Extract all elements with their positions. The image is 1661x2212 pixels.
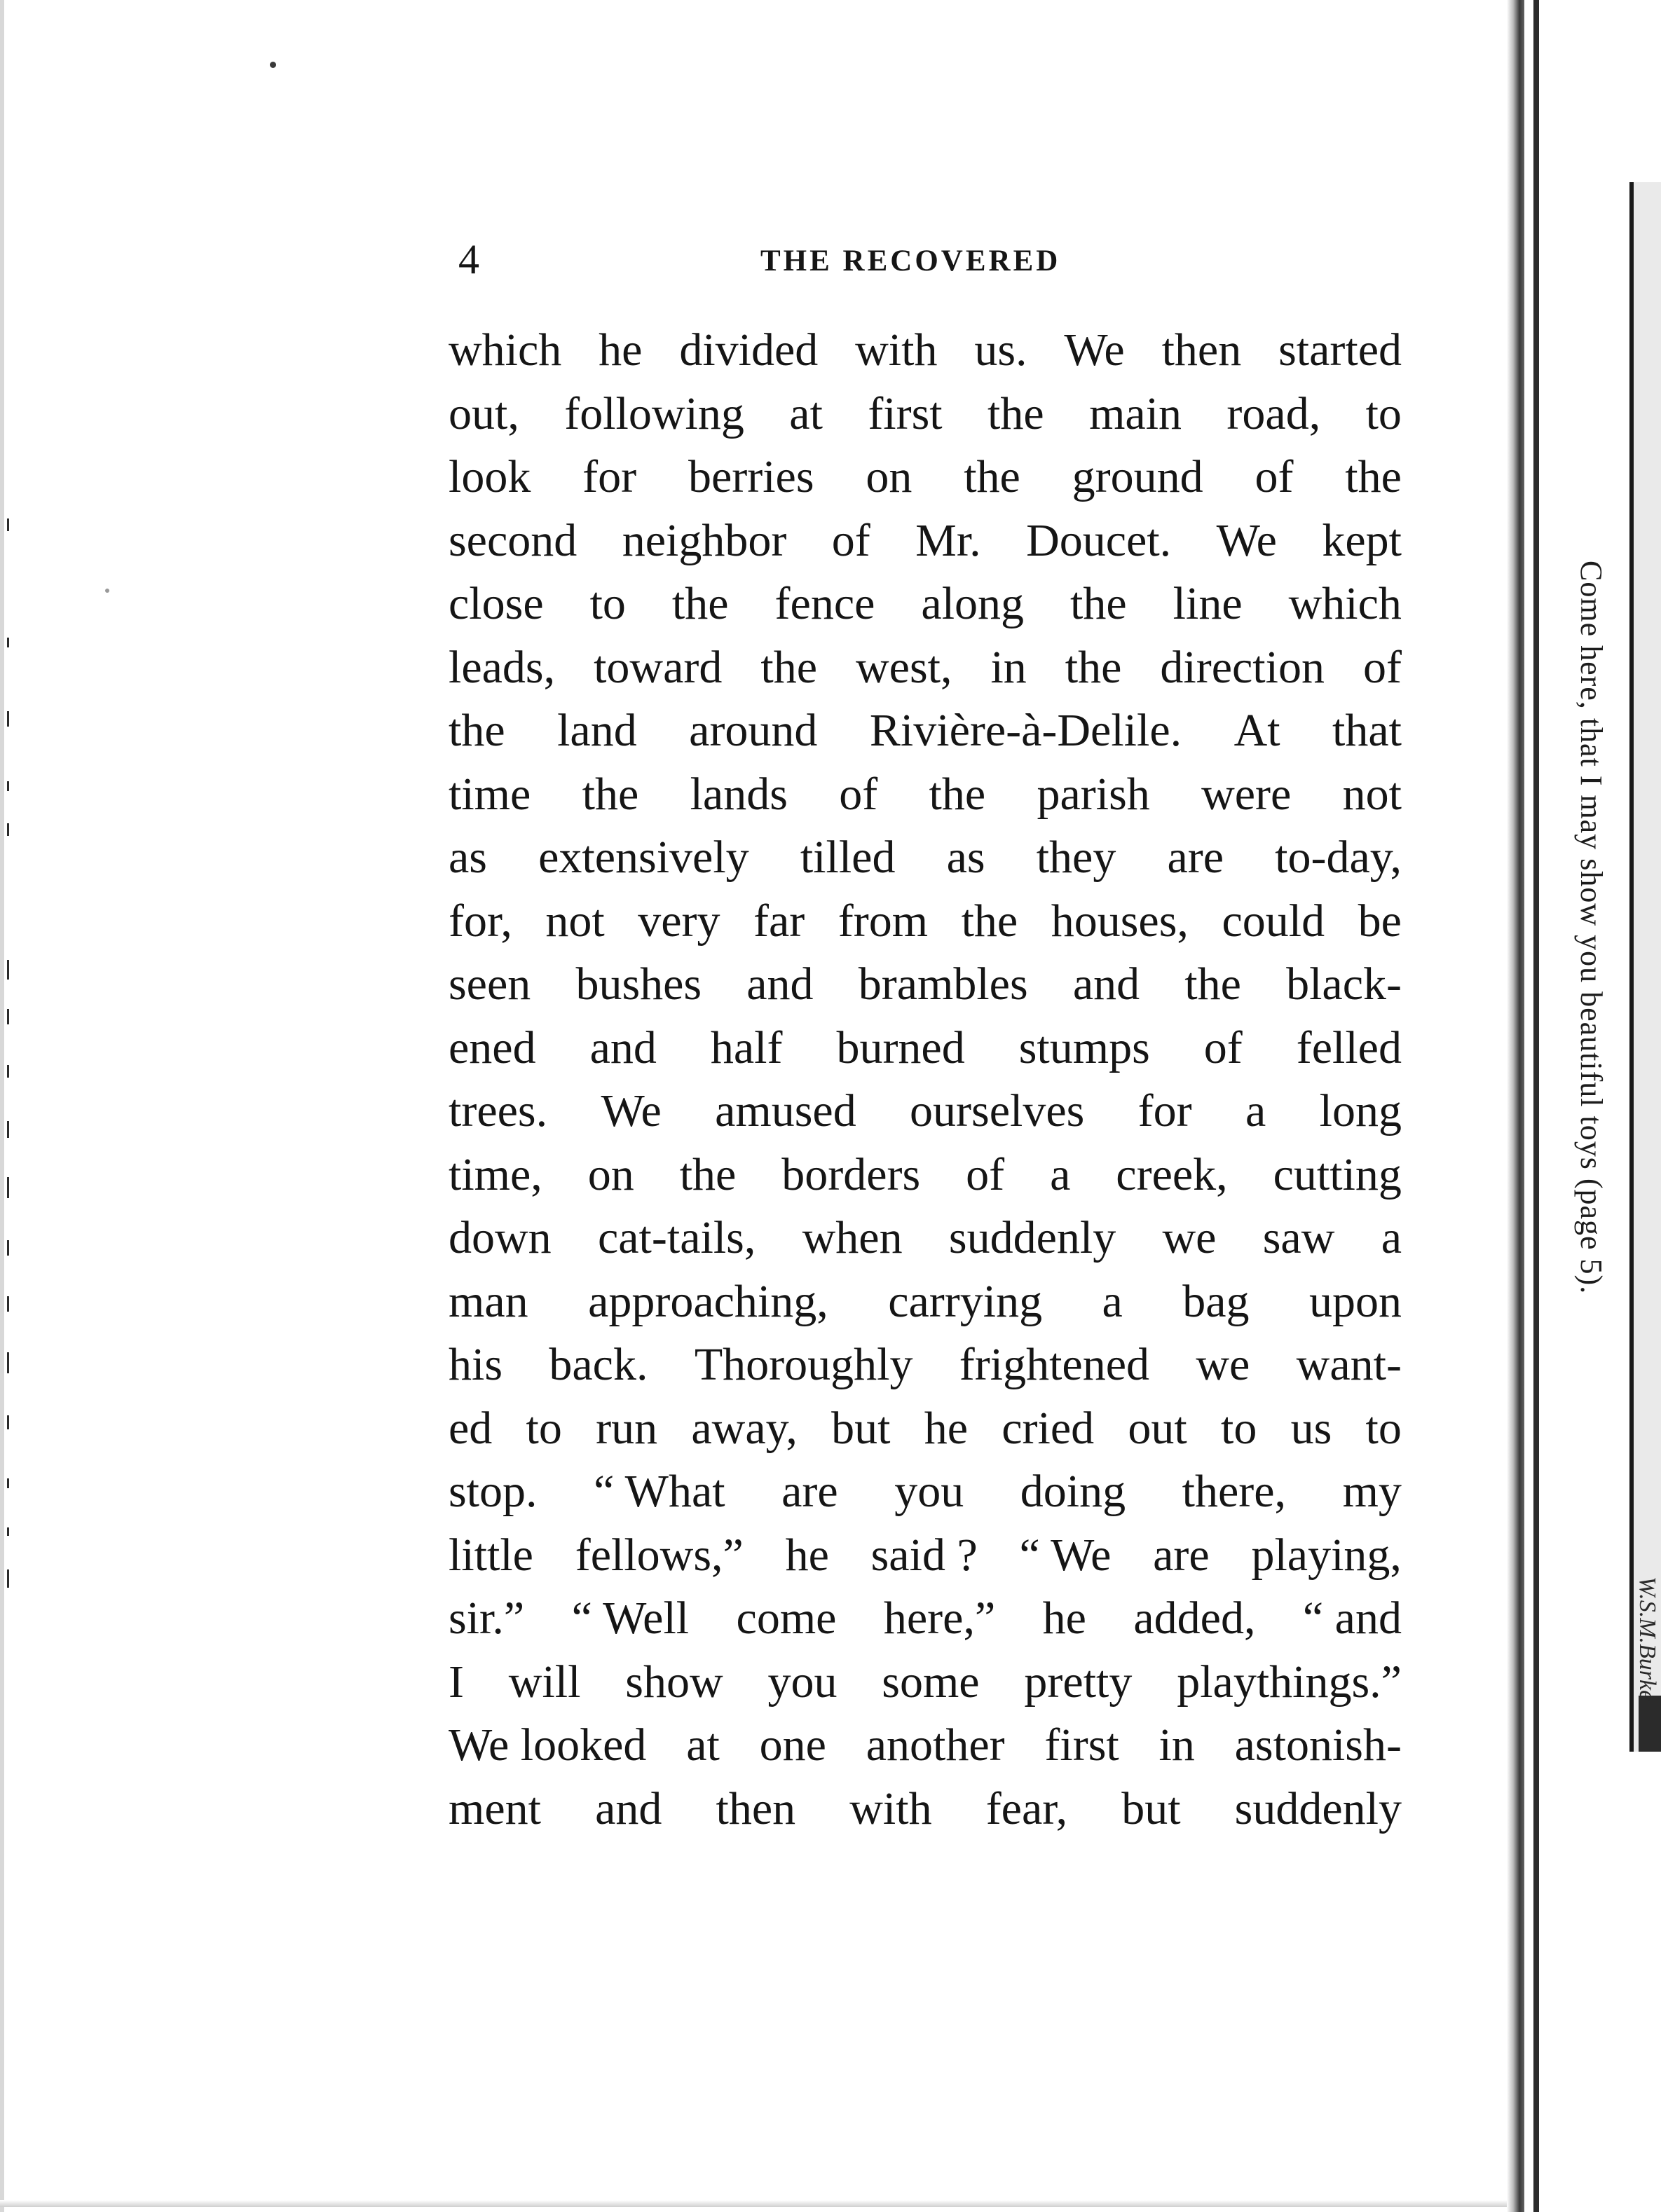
- word: amused: [715, 1085, 856, 1136]
- word: and: [589, 1022, 657, 1073]
- word: creek,: [1116, 1148, 1228, 1200]
- word: out: [1128, 1402, 1187, 1454]
- word: extensively: [538, 832, 749, 883]
- word: of: [839, 768, 878, 820]
- word: with: [855, 324, 938, 376]
- word: cat-tails,: [597, 1212, 756, 1263]
- word: lands: [690, 768, 788, 820]
- word: ment: [449, 1782, 541, 1834]
- word: I: [449, 1656, 464, 1708]
- word: Doucet.: [1026, 514, 1172, 566]
- text-line: [449, 1651, 1402, 1715]
- page-bottom-edge: [0, 2200, 1507, 2207]
- word: to-day,: [1275, 832, 1402, 883]
- word: “ Well: [571, 1593, 690, 1644]
- word: cried: [1002, 1402, 1095, 1454]
- word: away,: [691, 1402, 798, 1454]
- word: the: [964, 451, 1020, 502]
- word: another: [866, 1719, 1005, 1771]
- word: borders: [781, 1148, 921, 1200]
- word: astonish-: [1234, 1719, 1402, 1771]
- word: playing,: [1251, 1529, 1402, 1581]
- word: of: [1362, 641, 1402, 693]
- text-line: [449, 890, 1402, 954]
- word: from: [838, 895, 929, 947]
- word: the: [987, 387, 1044, 439]
- word: said ?: [870, 1529, 978, 1581]
- word: main: [1089, 387, 1182, 439]
- text-line: [449, 1207, 1402, 1270]
- word: one: [759, 1719, 826, 1771]
- word: fence: [774, 578, 875, 629]
- word: direction: [1160, 641, 1325, 693]
- word: will: [508, 1656, 581, 1708]
- word: far: [753, 895, 805, 947]
- page-number: 4: [458, 236, 479, 282]
- word: upon: [1308, 1275, 1402, 1327]
- word: he: [924, 1402, 968, 1454]
- word: and: [746, 959, 814, 1010]
- word: to: [1365, 387, 1402, 439]
- word: are: [1167, 832, 1224, 883]
- word: stop.: [449, 1466, 538, 1517]
- text-line: [449, 1397, 1402, 1461]
- binding-line: [1533, 0, 1539, 2212]
- word: back.: [549, 1339, 648, 1390]
- text-line: [449, 1587, 1402, 1651]
- word: first: [1044, 1719, 1119, 1771]
- word: you: [894, 1466, 964, 1517]
- word: are: [781, 1466, 838, 1517]
- plate-caption: Come here, that I may show you beautiful toys (page 5).: [1574, 561, 1608, 1295]
- word: very: [638, 895, 720, 947]
- word: to: [1365, 1402, 1402, 1454]
- word: in: [1158, 1719, 1195, 1771]
- word: time: [449, 768, 531, 820]
- word: “ We: [1019, 1529, 1112, 1581]
- word: ground: [1072, 451, 1203, 502]
- word: for: [582, 451, 637, 502]
- word: at: [686, 1719, 720, 1771]
- word: they: [1036, 832, 1116, 883]
- text-line: [449, 1460, 1402, 1524]
- body-text: [449, 319, 1402, 1841]
- word: We: [601, 1085, 662, 1136]
- word: We: [1064, 324, 1125, 376]
- word: started: [1278, 324, 1402, 376]
- word: tilled: [800, 832, 896, 883]
- word: down: [449, 1212, 552, 1263]
- word: along: [921, 578, 1025, 629]
- word: the: [671, 578, 729, 629]
- word: he: [599, 324, 643, 376]
- word: close: [449, 578, 544, 629]
- word: of: [966, 1148, 1005, 1200]
- word: the: [679, 1148, 737, 1200]
- word: but: [831, 1402, 891, 1454]
- word: my: [1342, 1466, 1402, 1517]
- word: ened: [449, 1022, 536, 1073]
- word: that: [1332, 705, 1402, 756]
- word: berries: [688, 451, 814, 502]
- word: leads,: [449, 641, 556, 693]
- word: burned: [836, 1022, 965, 1073]
- word: Rivière-à-Delile.: [869, 705, 1182, 756]
- word: he: [1042, 1593, 1086, 1644]
- word: second: [449, 514, 577, 566]
- word: time,: [449, 1148, 542, 1200]
- word: fellows,”: [575, 1529, 744, 1581]
- word: bushes: [575, 959, 702, 1010]
- word: “ What: [594, 1466, 725, 1517]
- text-line: [449, 1143, 1402, 1207]
- word: he: [785, 1529, 829, 1581]
- text-line: [449, 1270, 1402, 1334]
- word: run: [596, 1402, 658, 1454]
- word: a: [1245, 1085, 1266, 1136]
- word: but: [1121, 1782, 1181, 1834]
- word: as: [946, 832, 985, 883]
- word: We looked: [449, 1719, 647, 1771]
- word: and: [1072, 959, 1140, 1010]
- word: around: [689, 705, 818, 756]
- word: then: [1161, 324, 1242, 376]
- word: We: [1216, 514, 1277, 566]
- word: doing: [1020, 1466, 1126, 1517]
- word: not: [545, 895, 605, 947]
- word: on: [587, 1148, 634, 1200]
- text-line: [449, 763, 1402, 827]
- word: for,: [449, 895, 512, 947]
- word: felled: [1296, 1022, 1402, 1073]
- text-line: [449, 699, 1402, 763]
- word: look: [449, 451, 531, 502]
- word: show: [625, 1656, 723, 1708]
- word: his: [449, 1339, 503, 1390]
- word: sir.”: [449, 1593, 525, 1644]
- word: as: [449, 832, 487, 883]
- binding-shadow: [1507, 0, 1525, 2212]
- word: we: [1196, 1339, 1250, 1390]
- word: ed: [449, 1402, 493, 1454]
- word: of: [1255, 451, 1294, 502]
- word: us: [1290, 1402, 1332, 1454]
- word: not: [1342, 768, 1402, 820]
- word: out,: [449, 387, 519, 439]
- word: kept: [1322, 514, 1402, 566]
- word: road,: [1226, 387, 1321, 439]
- word: playthings.”: [1177, 1656, 1402, 1708]
- word: trees.: [449, 1085, 548, 1136]
- word: toward: [594, 641, 723, 693]
- speck-mark: [105, 589, 109, 593]
- word: approaching,: [588, 1275, 828, 1327]
- text-line: [449, 826, 1402, 890]
- word: which: [1288, 578, 1402, 629]
- word: come: [736, 1593, 837, 1644]
- word: then: [716, 1782, 796, 1834]
- word: the: [929, 768, 986, 820]
- word: to: [1220, 1402, 1257, 1454]
- word: carrying: [888, 1275, 1043, 1327]
- word: some: [882, 1656, 980, 1708]
- word: for: [1137, 1085, 1192, 1136]
- word: the: [1184, 959, 1241, 1010]
- word: houses,: [1051, 895, 1189, 947]
- text-line: [449, 1333, 1402, 1397]
- word: stumps: [1018, 1022, 1150, 1073]
- text-line: [449, 1080, 1402, 1143]
- text-line: [449, 383, 1402, 446]
- word: added,: [1133, 1593, 1256, 1644]
- text-line: [449, 319, 1402, 383]
- text-line: [449, 509, 1402, 573]
- word: want-: [1296, 1339, 1402, 1390]
- word: following: [564, 387, 744, 439]
- word: which: [449, 324, 562, 376]
- page-header: [449, 231, 1402, 287]
- word: neighbor: [622, 514, 787, 566]
- word: with: [849, 1782, 932, 1834]
- word: suddenly: [948, 1212, 1116, 1263]
- word: in: [990, 641, 1027, 693]
- plate-border: [1629, 182, 1661, 1752]
- word: west,: [855, 641, 952, 693]
- word: be: [1358, 895, 1402, 947]
- word: cutting: [1273, 1148, 1402, 1200]
- word: line: [1173, 578, 1243, 629]
- text-line: [449, 1778, 1402, 1841]
- text-line: [449, 636, 1402, 700]
- page-edge-marks: [4, 518, 18, 1640]
- word: bag: [1182, 1275, 1250, 1327]
- speck-mark: [270, 62, 276, 68]
- word: land: [557, 705, 637, 756]
- word: on: [866, 451, 912, 502]
- word: the: [760, 641, 817, 693]
- word: to: [589, 578, 626, 629]
- word: you: [767, 1656, 838, 1708]
- word: a: [1102, 1275, 1123, 1327]
- word: the: [1065, 641, 1122, 693]
- word: saw: [1262, 1212, 1335, 1263]
- word: pretty: [1024, 1656, 1133, 1708]
- word: here,”: [883, 1593, 996, 1644]
- word: At: [1233, 705, 1280, 756]
- word: us.: [974, 324, 1027, 376]
- text-line: [449, 953, 1402, 1017]
- plate-signature: W.S.M.Burke: [1634, 1576, 1660, 1701]
- word: of: [831, 514, 870, 566]
- text-line: [449, 446, 1402, 509]
- word: could: [1222, 895, 1325, 947]
- word: there,: [1182, 1466, 1287, 1517]
- text-line: [449, 1524, 1402, 1588]
- word: a: [1050, 1148, 1071, 1200]
- word: half: [710, 1022, 783, 1073]
- word: suddenly: [1234, 1782, 1402, 1834]
- word: the: [582, 768, 639, 820]
- word: the: [961, 895, 1018, 947]
- word: were: [1201, 768, 1292, 820]
- word: divided: [679, 324, 819, 376]
- word: fear,: [985, 1782, 1068, 1834]
- word: little: [449, 1529, 533, 1581]
- word: Thoroughly: [694, 1339, 913, 1390]
- word: “ and: [1302, 1593, 1402, 1644]
- word: brambles: [858, 959, 1028, 1010]
- word: at: [789, 387, 823, 439]
- text-line: [449, 1714, 1402, 1778]
- word: the: [1345, 451, 1402, 502]
- word: of: [1203, 1022, 1243, 1073]
- text-line: [449, 1017, 1402, 1080]
- word: seen: [449, 959, 531, 1010]
- running-head: THE RECOVERED: [760, 245, 1061, 277]
- word: first: [868, 387, 943, 439]
- word: long: [1319, 1085, 1402, 1136]
- word: ourselves: [910, 1085, 1085, 1136]
- word: the: [1070, 578, 1127, 629]
- word: we: [1162, 1212, 1217, 1263]
- word: a: [1381, 1212, 1402, 1263]
- word: Mr.: [915, 514, 981, 566]
- word: and: [595, 1782, 662, 1834]
- word: man: [449, 1275, 528, 1327]
- word: black-: [1286, 959, 1402, 1010]
- word: to: [526, 1402, 562, 1454]
- word: are: [1153, 1529, 1210, 1581]
- word: parish: [1037, 768, 1150, 820]
- word: the: [449, 705, 505, 756]
- word: when: [802, 1212, 903, 1263]
- word: frightened: [959, 1339, 1150, 1390]
- text-line: [449, 572, 1402, 636]
